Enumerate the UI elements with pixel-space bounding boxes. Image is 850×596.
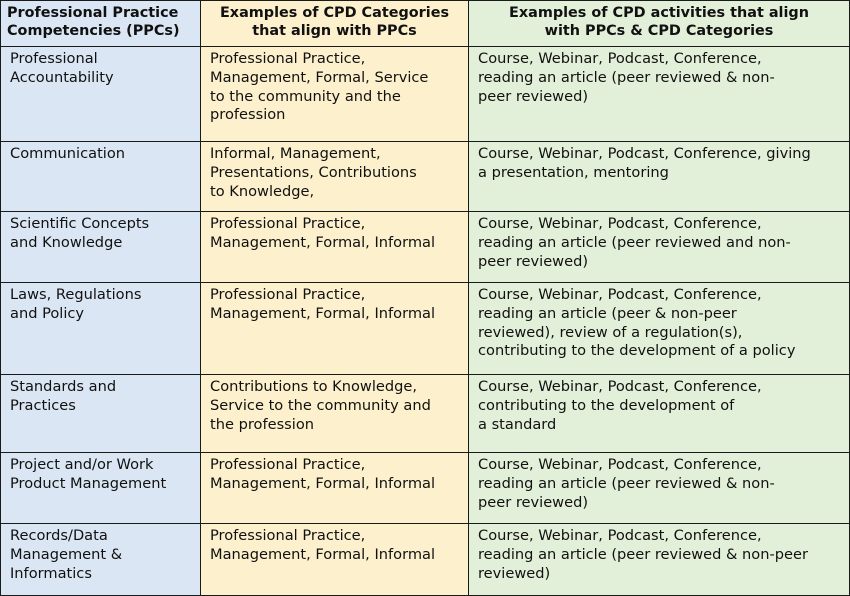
competency-cell: Communication [1,142,201,212]
competency-cell: Records/Data Management & Informatics [1,524,201,596]
table-row [1,142,850,212]
categories-cell: Professional Practice, Management, Formal, Informal [201,524,469,596]
header-competencies: Professional Practice Competencies (PPCs) [1,1,201,47]
table-row [1,212,850,283]
table-row [1,524,850,596]
table-row [1,375,850,453]
categories-cell: Professional Practice, Management, Formal, Service to the community and the profession [201,47,469,142]
categories-cell: Informal, Management, Presentations, Contributions to Knowledge, [201,142,469,212]
categories-cell: Professional Practice, Management, Formal, Informal [201,212,469,283]
categories-cell: Contributions to Knowledge, Service to the community and the profession [201,375,469,453]
table-row [1,47,850,142]
activities-cell: Course, Webinar, Podcast, Conference, reading an article (peer reviewed and non- peer reviewed) [469,212,850,283]
header-cpd-activities: Examples of CPD activities that align with PPCs & CPD Categories [469,1,850,47]
competency-cell: Laws, Regulations and Policy [1,283,201,375]
activities-cell: Course, Webinar, Podcast, Conference, contributing to the development of a standard [469,375,850,453]
competency-cell: Standards and Practices [1,375,201,453]
activities-cell: Course, Webinar, Podcast, Conference, reading an article (peer & non-peer reviewed), review of a regulation(s), contributing to the development of a policy [469,283,850,375]
activities-cell: Course, Webinar, Podcast, Conference, reading an article (peer reviewed & non- peer reviewed) [469,47,850,142]
categories-cell: Professional Practice, Management, Formal, Informal [201,283,469,375]
table-header-row [1,1,850,47]
activities-cell: Course, Webinar, Podcast, Conference, reading an article (peer reviewed & non-peer reviewed) [469,524,850,596]
competency-cell: Scientific Concepts and Knowledge [1,212,201,283]
table-row [1,283,850,375]
header-cpd-categories: Examples of CPD Categories that align with PPCs [201,1,469,47]
table-row [1,453,850,524]
activities-cell: Course, Webinar, Podcast, Conference, giving a presentation, mentoring [469,142,850,212]
competency-cell: Professional Accountability [1,47,201,142]
activities-cell: Course, Webinar, Podcast, Conference, reading an article (peer reviewed & non- peer reviewed) [469,453,850,524]
categories-cell: Professional Practice, Management, Formal, Informal [201,453,469,524]
competency-cell: Project and/or Work Product Management [1,453,201,524]
